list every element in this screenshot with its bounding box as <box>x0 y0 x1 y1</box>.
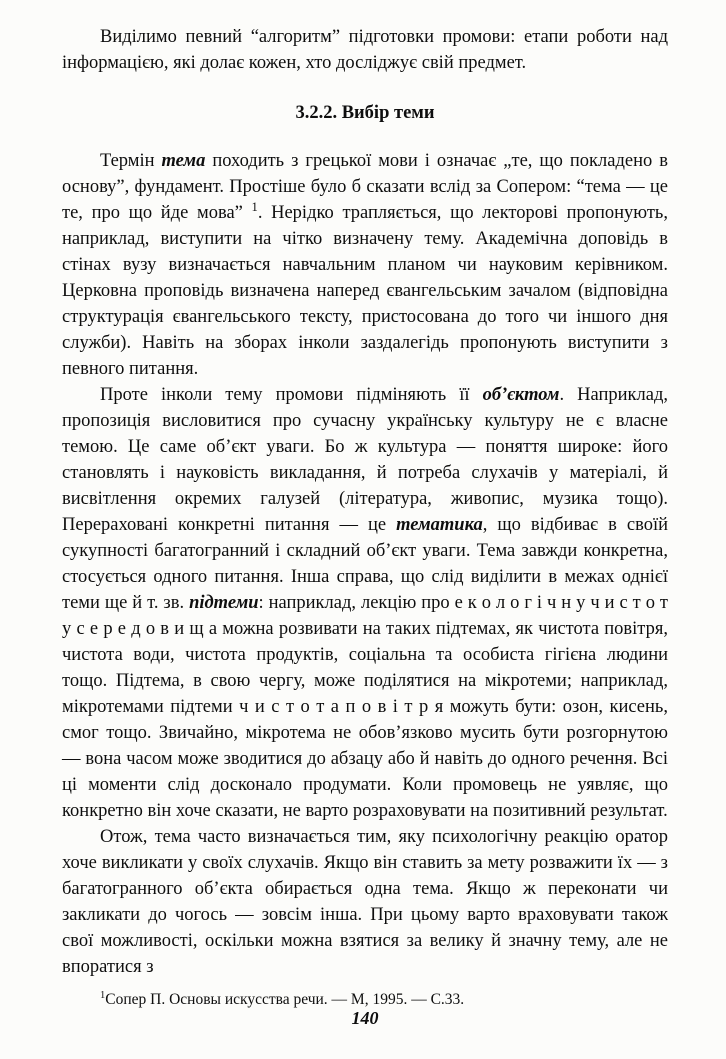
paragraph <box>62 824 668 980</box>
text-run: чистота повітря, чистота води, чистота продуктів, соціальна та особиста гігієна людини <box>62 619 668 665</box>
text-run: Тема завжди конкретна, стосується одного питання. <box>62 541 668 587</box>
text-run: об’єктом <box>482 385 560 405</box>
text-run: в основу”, фундамент. Простіше було б сказати вслід за Сопером: “тема — це те, про що йде мова” <box>62 151 668 223</box>
text-run: 1 <box>251 199 258 214</box>
text-run: озон, кисень, смог <box>62 697 668 743</box>
text-run: тощо. Звичайно, мікротема не обов’язково мусить бути розгорнутою — вона часом може зводитися до абзацу або й навіть до одного речення. Всі ці моменти слід досконало продумати. Коли промовець не уявляє, що конкретно він хоче сказати, не варто розраховувати на позитивний результат. <box>62 723 668 821</box>
text-run: підтеми <box>189 593 259 613</box>
text-run: . Наприклад, пропозиція висловитися про сучасну українську культуру не є власне темою. Це саме об’єкт уваги. Бо ж культура — поняття широке: його становлять і науковість викладання, й потреба слухачів у матеріалі, й висвітлення окремих галузей (література, живопис, музика тощо). Перераховані конкретні питання — це <box>62 385 668 535</box>
text-run: : наприклад, лекцію про е к о л о г і ч н у ч и с т о т у с е р е д о в и щ а можна розвивати на таких підтемах, як <box>62 593 668 639</box>
text-run: Сопер П. <box>105 991 166 1008</box>
section-heading: 3.2.2. Вибір теми <box>295 103 435 123</box>
paragraph <box>62 382 668 824</box>
text-run: походить з грецької мови і означає „ <box>205 151 512 171</box>
text-run: Отож, <box>100 827 155 847</box>
text-run: підміняють її <box>343 385 483 405</box>
text-run: тема часто визначається тим, яку психологічну реакцію оратор хоче викликати у своїх слухачів. <box>62 827 668 873</box>
paragraphs-host <box>62 148 668 980</box>
text-run: Виділимо певний “алгоритм” підготовки промови: етапи роботи над інформацією, які долає кожен, хто досліджує свій предмет. <box>62 27 668 73</box>
text-run: тему промови <box>225 385 344 405</box>
page-body <box>62 24 668 1010</box>
text-run: , що відбиває в своїй сукупності багатогранний і складний об’єкт уваги. <box>62 515 668 561</box>
text-run: тематика <box>396 515 483 535</box>
text-run: 1 <box>100 989 106 1001</box>
text-run: Основы искусства речи. — М, 1995. — С.33. <box>165 991 465 1008</box>
paragraph <box>62 24 668 76</box>
text-run: тощо. Підтема, в свою чергу, може поділятися на мікротеми; наприклад, мікротемами підтеми ч и с т о т а п о в і т р я можуть бути: <box>62 671 668 717</box>
text-run: Якщо він ставить за мету розважити їх — з багатогранного об’єкта обирається одна тема. Якщо ж переконати чи закликати до чогось — зовсім інша. При цьому варто враховувати також свої можливості, оскільки можна взятися за велику й значну тему, але не впоратися з <box>62 853 668 977</box>
text-run: Інша справа, що слід виділити в межах однієї теми ще й т. зв. <box>62 567 668 613</box>
paragraph <box>62 148 668 382</box>
intro-paragraph-host <box>62 24 668 76</box>
text-run: тема <box>161 151 206 171</box>
page-number: 140 <box>351 1008 379 1028</box>
text-run: Проте інколи <box>100 385 226 405</box>
text-run: Термін <box>100 151 162 171</box>
text-run: . Нерідко трапляється, що лекторові пропонують, наприклад, виступити на чітко визначену тему. Академічна доповідь в стінах вузу визначається навчальним планом чи науковим керівником. Церковна проповідь визначена наперед євангельським зачалом (відповідна структурація євангельського тексту, пристосована до того чи іншого дня служби). Навіть на зборах інколи заздалегідь пропонують виступити з певного питання. <box>62 203 668 379</box>
text-run: те, що покладено <box>511 151 653 171</box>
